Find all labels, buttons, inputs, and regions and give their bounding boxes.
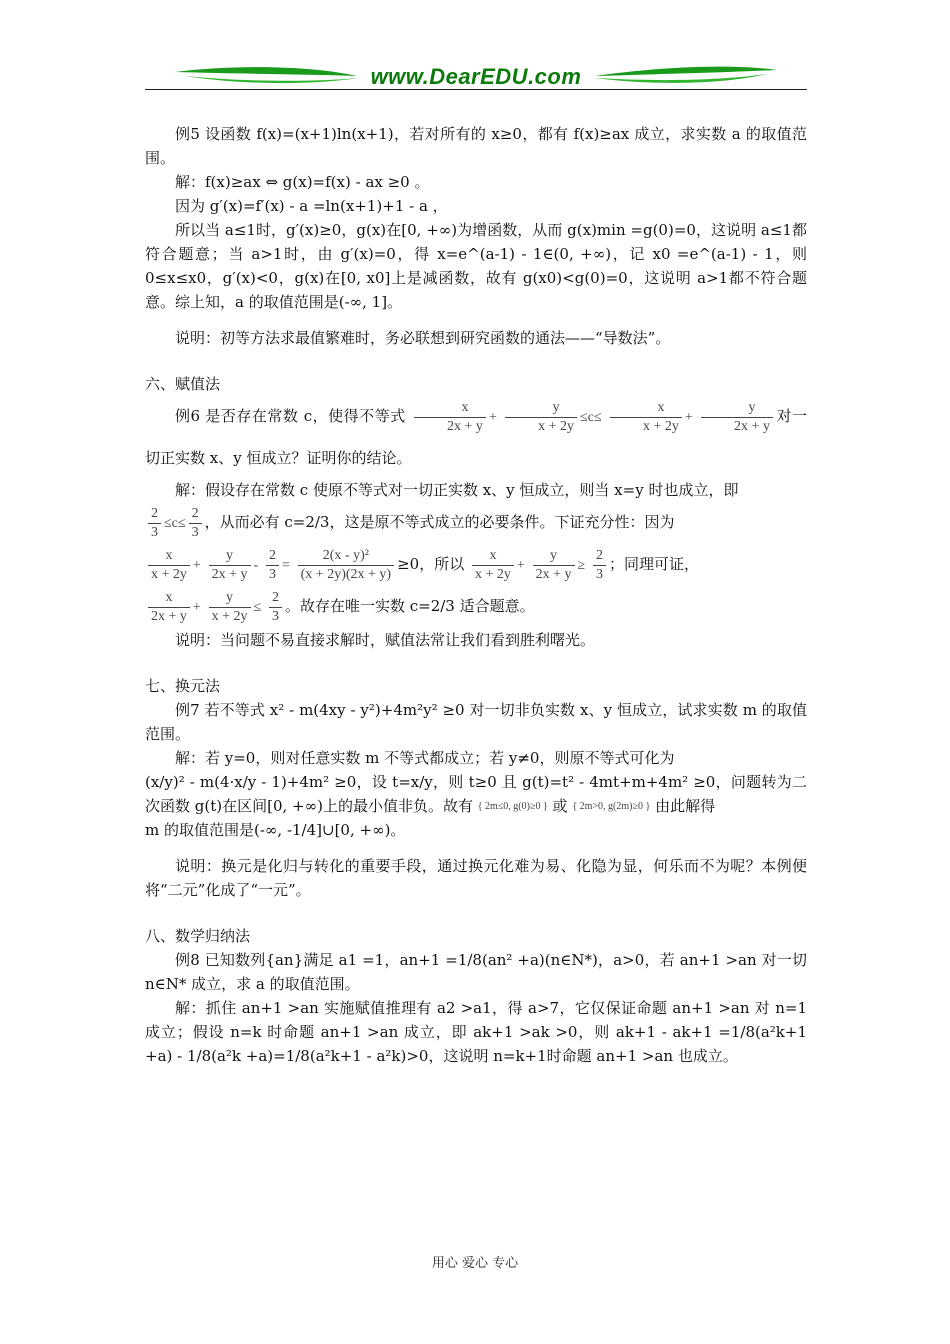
fraction: $\frac{\text{2(x - y)²}}{(x + 2y)(2x + y)}$ xyxy=(298,547,394,584)
fraction: $\frac{y}{2x + y}$ xyxy=(701,399,773,436)
example-5-step-3: 所以当 a≤1时，g′(x)≥0，g(x)在[0, +∞)为增函数，从而 g(x)min =g(0)=0，这说明 a≤1都符合题意；当 a>1时，由 g′(x)=0，得 x=e^(a-1) - 1∈(0, +∞)，记 x0 =e^(a-1) - 1，则 0≤x≤x0，g′(x)<0，g(x)在[0, x0]上是减函数，故有 g(x0)<g(0)=0，这说明 a>1都不符合题意。综上知，a 的取值范围是(-∞, 1]。 xyxy=(145,221,807,311)
fraction: $\frac{y}{2x + y}$ xyxy=(209,547,251,584)
fraction: $\frac{2}{3}$ xyxy=(266,547,279,584)
example-7-question: 例7 若不等式 x² - m(4xy - y²)+4m²y² ≥0 对一切非负实数 x、y 恒成立，试求实数 m 的取值范围。 xyxy=(145,701,807,743)
example-5-note: 说明：初等方法求最值繁难时，务必联想到研究函数的通法——“导数法”。 xyxy=(175,329,671,347)
example-5-step-2: 因为 g′(x)=f′(x) - a =ln(x+1)+1 - a ， xyxy=(175,197,448,215)
fraction: $\frac{x}{x + 2y}$ xyxy=(148,547,190,584)
section-7-title: 七、换元法 xyxy=(145,677,221,695)
case-system: { 2m≤0, g(0)≥0 } xyxy=(477,801,548,812)
example-7-step-2 xyxy=(145,770,807,818)
page-footer: 用心 爱心 专心 xyxy=(431,1256,519,1271)
example-6-question-lead: 例6 是否存在常数 c，使得不等式 xyxy=(175,407,406,425)
example-6-step-2: $\frac{2}{3}$ ≤c≤ $\frac{2}{3}$ ，从而必有 c=2/3，这是原不等式成立的必要条件。下证充分性：因为 xyxy=(145,502,807,544)
example-6-question: 例6 是否存在常数 c，使得不等式 $\frac{x}{2x + y}$ + $\frac{y}{x + 2y}$ ≤c≤ $\frac{x}{x + 2y}$ + $\frac{y}{2x + y}$ 对一切正实数 x、y 恒成立？证明你的结论。 xyxy=(145,399,807,467)
fraction: $\frac{y}{x + 2y}$ xyxy=(209,589,251,626)
example-7-note: 说明：换元是化归与转化的重要手段，通过换元化难为易、化隐为显，何乐而不为呢？本例便将“二元”化成了“一元”。 xyxy=(145,857,807,899)
example-6-step-1: 解：假设存在常数 c 使原不等式对一切正实数 x、y 恒成立，则当 x=y 时也成立，即 xyxy=(175,481,739,499)
fraction: $\frac{x}{x + 2y}$ xyxy=(610,399,682,436)
fraction: $\frac{2}{3}$ xyxy=(593,547,606,584)
example-6-question-tail: 对一切正实数 x、y 恒成立？证明你的结论。 xyxy=(145,407,807,467)
example-6-step-2-text: ，从而必有 c=2/3，这是原不等式成立的必要条件。下证充分性：因为 xyxy=(204,513,675,531)
fraction: $\frac{x}{x + 2y}$ xyxy=(472,547,514,584)
example-7-step-1: 解：若 y=0，则对任意实数 m 不等式都成立；若 y≠0，则原不等式可化为 xyxy=(175,749,675,767)
example-7-step-3: m 的取值范围是(-∞, -1/4]∪[0, +∞)。 xyxy=(145,821,406,839)
example-5-question: 例5 设函数 f(x)=(x+1)ln(x+1)，若对所有的 x≥0，都有 f(x)≥ax 成立，求实数 a 的取值范围。 xyxy=(145,125,807,167)
fraction: $\frac{2}{3}$ xyxy=(148,505,161,542)
fraction: $\frac{y}{2x + y}$ xyxy=(533,547,575,584)
example-6-step-3-text: ≥0，所以 xyxy=(397,555,465,573)
document-body xyxy=(145,122,807,1068)
case-system: { 2m>0, g(2m)≥0 } xyxy=(572,801,651,812)
example-6-step-4-text: ；同理可证， xyxy=(608,555,699,573)
example-7-step-2-text: (x/y)² - m(4·x/y - 1)+4m² ≥0，设 t=x/y，则 t≥0 且 g(t)=t² - 4mt+m+4m² ≥0，问题转为二次函数 g(t)在区间[0, +∞)上的最小值非负。故有 xyxy=(145,773,807,815)
fraction: $\frac{x}{2x + y}$ xyxy=(148,589,190,626)
page-header xyxy=(145,62,807,94)
example-6-step-5: $\frac{x}{2x + y}$ + $\frac{y}{x + 2y}$ ≤ $\frac{2}{3}$ 。故存在唯一实数 c=2/3 适合题意。 xyxy=(145,586,807,628)
fraction: $\frac{2}{3}$ xyxy=(189,505,202,542)
header-rule xyxy=(145,89,807,90)
fraction: $\frac{2}{3}$ xyxy=(269,589,282,626)
fraction: $\frac{x}{2x + y}$ xyxy=(414,399,486,436)
section-8-title: 八、数学归纳法 xyxy=(145,927,251,945)
example-7-or: 或 xyxy=(552,797,568,815)
example-7-then: 由此解得 xyxy=(655,797,716,815)
example-6-step-3: $\frac{x}{x + 2y}$ + $\frac{y}{2x + y}$ - $\frac{2}{3}$ = $\frac{\text{2(x - y)²}}{(x + 2y)(2x + y)}$ ≥0，所以 $\frac{x}{x + 2y}$ + $\frac{y}{2x + y}$ ≥ $\frac{2}{3}$ ；同理可证， xyxy=(145,544,807,586)
example-8-solution: 解：抓住 an+1 >an 实施赋值推理有 a2 >a1，得 a>7，它仅保证命题 an+1 >an 对 n=1成立；假设 n=k 时命题 an+1 >an 成立，即 ak+1 >ak >0，则 ak+1 - ak+1 =1/8(a²k+1 +a) - 1/8(a²k +a)=1/8(a²k+1 - a²k)>0，这说明 n=k+1时命题 an+1 >an 也成立。 xyxy=(145,999,807,1065)
example-8-question: 例8 已知数列{an}满足 a1 =1，an+1 =1/8(an² +a)(n∈N*)，a>0，若 an+1 >an 对一切 n∈N* 成立，求 a 的取值范围。 xyxy=(145,951,807,993)
fraction: $\frac{y}{x + 2y}$ xyxy=(505,399,577,436)
example-6-step-5-text: 。故存在唯一实数 c=2/3 适合题意。 xyxy=(284,597,535,615)
example-5-step-1: 解：f(x)≥ax ⇔ g(x)=f(x) - ax ≥0 。 xyxy=(175,173,430,191)
site-name: www.DearEDU.com xyxy=(370,64,582,89)
example-6-note: 说明：当问题不易直接求解时，赋值法常让我们看到胜利曙光。 xyxy=(175,631,596,649)
section-6-title: 六、赋值法 xyxy=(145,375,221,393)
